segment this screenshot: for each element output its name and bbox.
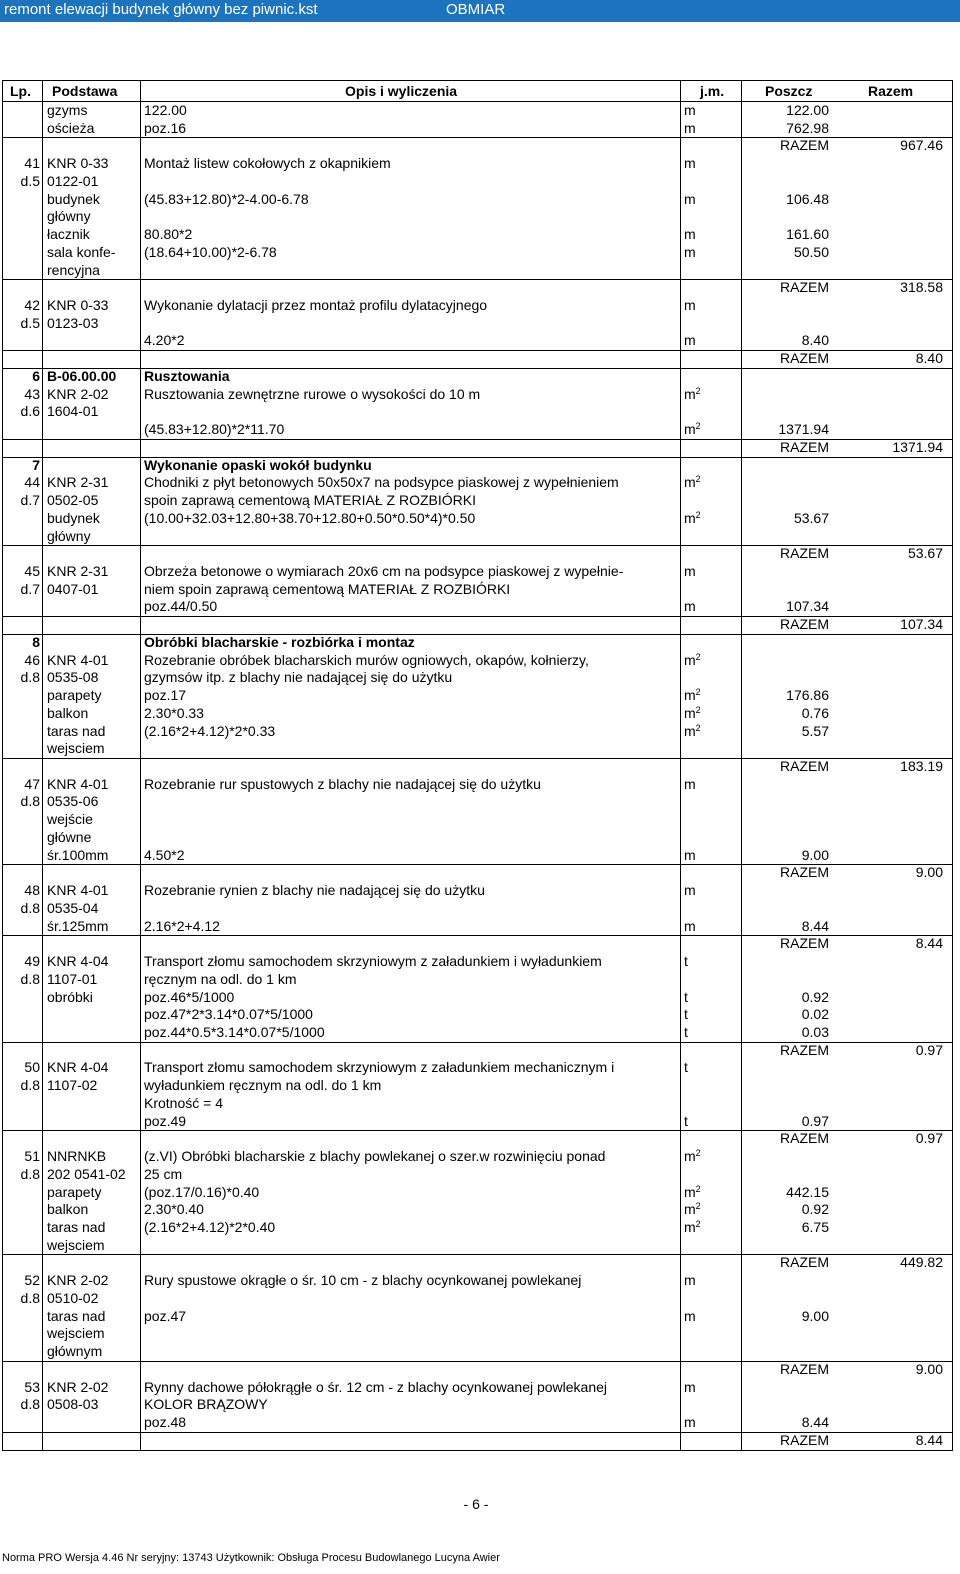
cell-jm: $m^2$	[684, 1219, 701, 1235]
cell-pod: ościeża	[47, 120, 95, 136]
cell-poszcz: 8.44	[801, 918, 829, 934]
cell-pod: 0122-01	[47, 173, 99, 189]
cell-pod: parapety	[47, 687, 102, 703]
cell-jm: m	[684, 297, 696, 313]
cell-razem: 1371.94	[892, 439, 943, 455]
cell-pod: wejsciem	[47, 1237, 105, 1253]
cell-poszcz: RAZEM	[780, 137, 829, 153]
cell-poszcz: RAZEM	[780, 1130, 829, 1146]
cell-pod: KNR 2-02	[47, 1379, 109, 1395]
cell-jm: $m^2$	[684, 723, 701, 739]
cell-opis: 2.16*2+4.12	[144, 918, 220, 934]
cell-pod: KNR 2-02	[47, 1272, 109, 1288]
cell-opis: poz.49	[144, 1113, 187, 1129]
cell-pod: głównym	[47, 1343, 103, 1359]
cell-pod: balkon	[47, 1201, 89, 1217]
cell-opis: 4.20*2	[144, 332, 185, 348]
cell-pod: rencyjna	[47, 262, 100, 278]
cell-lp: d.8	[20, 669, 40, 685]
cell-poszcz: RAZEM	[780, 350, 829, 366]
cell-razem: 318.58	[900, 279, 943, 295]
cell-poszcz: 0.92	[801, 1201, 829, 1217]
cell-jm: $m^2$	[684, 705, 701, 721]
cell-opis: wyładunkiem ręcznym na odl. do 1 km	[144, 1077, 382, 1093]
cell-opis: Chodniki z płyt betonowych 50x50x7 na podsypce piaskowej z wypełnieniem	[144, 474, 619, 490]
cell-lp: d.5	[20, 173, 40, 189]
cell-opis: 80.80*2	[144, 226, 193, 242]
cell-jm: m	[684, 191, 696, 207]
cell-poszcz: RAZEM	[780, 1254, 829, 1270]
cell-pod: parapety	[47, 1184, 102, 1200]
cell-opis: Rozebranie obróbek blacharskich murów ogniowych, okapów, kołnierzy,	[144, 652, 589, 668]
cell-opis: (poz.17/0.16)*0.40	[144, 1184, 260, 1200]
cell-opis: 2.30*0.33	[144, 705, 204, 721]
cell-opis: poz.47*2*3.14*0.07*5/1000	[144, 1006, 313, 1022]
cell-jm: $m^2$	[684, 652, 701, 668]
cell-pod: KNR 2-02	[47, 386, 109, 402]
cell-opis: Wykonanie opaski wokół budynku	[144, 457, 372, 473]
cell-lp: 47	[24, 776, 40, 792]
cell-jm: $m^2$	[684, 386, 701, 402]
cell-pod: główny	[47, 208, 91, 224]
cell-jm: t	[684, 1024, 688, 1040]
cell-pod: wejsciem	[47, 740, 105, 756]
cell-lp: 7	[32, 457, 40, 473]
cell-poszcz: 762.98	[786, 120, 829, 136]
table-top-border	[2, 80, 952, 81]
program-footer: Norma PRO Wersja 4.46 Nr seryjny: 13743 Użytkownik: Obsługa Procesu Budowlanego Lucyna Awier	[2, 1552, 500, 1564]
cell-poszcz: RAZEM	[780, 1361, 829, 1377]
cell-opis: Obrzeża betonowe o wymiarach 20x6 cm na podsypce piaskowej z wypełnie-	[144, 563, 624, 579]
cell-jm: m	[684, 847, 696, 863]
cell-lp: 41	[24, 155, 40, 171]
cell-pod: 0535-08	[47, 669, 99, 685]
cell-pod: 0407-01	[47, 581, 99, 597]
cell-pod: KNR 4-04	[47, 1059, 109, 1075]
cell-opis: Wykonanie dylatacji przez montaż profilu dylatacyjnego	[144, 297, 488, 313]
cell-poszcz: RAZEM	[780, 545, 829, 561]
cell-pod: KNR 2-31	[47, 474, 109, 490]
cell-lp: d.7	[20, 581, 40, 597]
cell-lp: d.8	[20, 1396, 40, 1412]
cell-jm: $m^2$	[684, 421, 701, 437]
cell-razem: 53.67	[907, 545, 943, 561]
cell-poszcz: 1371.94	[778, 421, 829, 437]
cell-jm: m	[684, 102, 696, 118]
cell-pod: śr.125mm	[47, 918, 109, 934]
cell-opis: (10.00+32.03+12.80+38.70+12.80+0.50*0.50*4)*0.50	[144, 510, 476, 526]
cell-lp: d.7	[20, 492, 40, 508]
cell-jm: t	[684, 1006, 688, 1022]
cell-pod: NNRNKB	[47, 1148, 107, 1164]
cell-poszcz: 50.50	[793, 244, 829, 260]
cell-jm: m	[684, 563, 696, 579]
cell-pod: 0535-04	[47, 900, 99, 916]
cell-jm: m	[684, 1414, 696, 1430]
cell-pod: KNR 4-01	[47, 652, 109, 668]
cell-lp: d.8	[20, 793, 40, 809]
cell-opis: 25 cm	[144, 1166, 183, 1182]
column-divider	[42, 80, 43, 1451]
column-header-razem: Razem	[868, 83, 914, 99]
cell-pod: KNR 0-33	[47, 297, 109, 313]
cell-jm: t	[684, 953, 688, 969]
cell-razem: 967.46	[900, 137, 943, 153]
cell-poszcz: 9.00	[801, 1308, 829, 1324]
cell-opis: Rury spustowe okrągłe o śr. 10 cm - z blachy ocynkowanej powlekanej	[144, 1272, 582, 1288]
cell-pod: taras nad	[47, 1308, 106, 1324]
cell-poszcz: 122.00	[786, 102, 829, 118]
cell-pod: wejście	[47, 811, 93, 827]
cell-lp: 42	[24, 297, 40, 313]
cell-opis: poz.44*0.5*3.14*0.07*5/1000	[144, 1024, 325, 1040]
cell-poszcz: 5.57	[801, 723, 829, 739]
cell-jm: $m^2$	[684, 1148, 701, 1164]
cell-poszcz: 106.48	[786, 191, 829, 207]
cell-pod: 1107-02	[47, 1077, 98, 1093]
cell-pod: 0123-03	[47, 315, 99, 331]
cell-pod: 0535-06	[47, 793, 99, 809]
cell-opis: Krotność = 4	[144, 1095, 223, 1111]
cell-pod: KNR 4-01	[47, 882, 109, 898]
cell-poszcz: 442.15	[786, 1184, 829, 1200]
cell-jm: m	[684, 1379, 696, 1395]
cell-razem: 183.19	[900, 758, 943, 774]
cell-pod: 1604-01	[47, 403, 99, 419]
cell-jm: t	[684, 1113, 688, 1129]
cell-opis: 4.50*2	[144, 847, 185, 863]
cell-pod: 0508-03	[47, 1396, 99, 1412]
cell-jm: m	[684, 1308, 696, 1324]
column-divider	[952, 80, 953, 1451]
cell-lp: 44	[24, 474, 40, 490]
cell-pod: 0510-02	[47, 1290, 99, 1306]
cell-razem: 8.44	[915, 1432, 943, 1448]
cell-opis: Montaż listew cokołowych z okapnikiem	[144, 155, 391, 171]
cell-opis: 2.30*0.40	[144, 1201, 204, 1217]
cell-poszcz: 161.60	[786, 226, 829, 242]
cell-lp: 51	[24, 1148, 40, 1164]
cell-poszcz: RAZEM	[780, 439, 829, 455]
cell-razem: 9.00	[915, 864, 943, 880]
cell-poszcz: RAZEM	[780, 616, 829, 632]
cell-opis: (2.16*2+4.12)*2*0.40	[144, 1219, 276, 1235]
cell-poszcz: RAZEM	[780, 758, 829, 774]
cell-jm: m	[684, 1272, 696, 1288]
cell-poszcz: 107.34	[786, 598, 829, 614]
cell-razem: 8.40	[915, 350, 943, 366]
cell-pod: taras nad	[47, 1219, 106, 1235]
section-name: OBMIAR	[446, 1, 506, 18]
cell-opis: Transport złomu samochodem skrzyniowym z załadunkiem i wyładunkiem	[144, 953, 602, 969]
cell-jm: m	[684, 332, 696, 348]
cell-poszcz: 0.97	[801, 1113, 829, 1129]
cell-lp: 8	[32, 634, 40, 650]
cell-jm: $m^2$	[684, 687, 701, 703]
cell-poszcz: RAZEM	[780, 1432, 829, 1448]
cell-jm: t	[684, 989, 688, 1005]
cell-razem: 9.00	[915, 1361, 943, 1377]
cell-opis: (z.VI) Obróbki blacharskie z blachy powlekanej o szer.w rozwinięciu ponad	[144, 1148, 606, 1164]
cell-opis: (18.64+10.00)*2-6.78	[144, 244, 277, 260]
cell-opis: (45.83+12.80)*2*11.70	[144, 421, 285, 437]
cell-jm: m	[684, 120, 696, 136]
cell-poszcz: 176.86	[786, 687, 829, 703]
cell-jm: m	[684, 226, 696, 242]
cell-poszcz: 6.75	[801, 1219, 829, 1235]
cell-poszcz: RAZEM	[780, 1042, 829, 1058]
cell-opis: Transport złomu samochodem skrzyniowym z załadunkiem mechanicznym i	[144, 1059, 615, 1075]
cell-pod: wejsciem	[47, 1325, 105, 1341]
cell-opis: Rynny dachowe półokrągłe o śr. 12 cm - z blachy ocynkowanej powlekanej	[144, 1379, 608, 1395]
cell-poszcz: 0.76	[801, 705, 829, 721]
table-bottom-border	[2, 1450, 952, 1451]
cell-lp: d.8	[20, 971, 40, 987]
cell-jm: m	[684, 882, 696, 898]
cell-pod: B-06.00.00	[47, 368, 117, 384]
column-header-poszcz: Poszcz	[765, 83, 813, 99]
cell-opis: (45.83+12.80)*2-4.00-6.78	[144, 191, 309, 207]
cell-opis: Rozebranie rur spustowych z blachy nie nadającej się do użytku	[144, 776, 541, 792]
cell-jm: m	[684, 776, 696, 792]
column-divider	[2, 80, 3, 1451]
cell-opis: (2.16*2+4.12)*2*0.33	[144, 723, 276, 739]
cell-lp: d.8	[20, 1290, 40, 1306]
cell-jm: m	[684, 155, 696, 171]
page-number: - 6 -	[463, 1496, 489, 1512]
cell-lp: d.6	[20, 403, 40, 419]
cell-opis: poz.46*5/1000	[144, 989, 235, 1005]
cell-razem: 0.97	[915, 1130, 943, 1146]
cell-jm: m	[684, 598, 696, 614]
cell-pod: KNR 0-33	[47, 155, 109, 171]
cell-opis: Rusztowania zewnętrzne rurowe o wysokości do 10 m	[144, 386, 481, 402]
cell-pod: balkon	[47, 705, 89, 721]
cell-opis: Rozebranie rynien z blachy nie nadającej się do użytku	[144, 882, 485, 898]
cell-lp: 52	[24, 1272, 40, 1288]
cell-lp: d.5	[20, 315, 40, 331]
column-header-jm: j.m.	[700, 83, 725, 99]
cell-pod: 1107-01	[47, 971, 98, 987]
title-bar	[0, 0, 960, 22]
cell-pod: taras nad	[47, 723, 106, 739]
cell-pod: KNR 4-01	[47, 776, 109, 792]
cell-poszcz: 8.40	[801, 332, 829, 348]
column-header-lp: Lp.	[10, 83, 31, 99]
cell-opis: poz.17	[144, 687, 187, 703]
cell-pod: główne	[47, 829, 92, 845]
cell-lp: 53	[24, 1379, 40, 1395]
cell-poszcz: 0.02	[801, 1006, 829, 1022]
cell-lp: 43	[24, 386, 40, 402]
cell-poszcz: 8.44	[801, 1414, 829, 1430]
cell-jm: t	[684, 1059, 688, 1075]
cell-pod: budynek	[47, 191, 100, 207]
cell-jm: $m^2$	[684, 474, 701, 490]
cell-opis: niem spoin zaprawą cementową MATERIAŁ Z ROZBIÓRKI	[144, 581, 511, 597]
cell-opis: gzymsów itp. z blachy nie nadającej się do użytku	[144, 669, 453, 685]
cell-lp: 46	[24, 652, 40, 668]
cell-jm: $m^2$	[684, 510, 701, 526]
cell-opis: ręcznym na odl. do 1 km	[144, 971, 297, 987]
cell-lp: 49	[24, 953, 40, 969]
cell-poszcz: 0.92	[801, 989, 829, 1005]
cell-opis: poz.47	[144, 1308, 187, 1324]
cell-opis: 122.00	[144, 102, 187, 118]
cell-opis: spoin zaprawą cementową MATERIAŁ Z ROZBIÓRKI	[144, 492, 476, 508]
cell-poszcz: RAZEM	[780, 864, 829, 880]
cell-pod: KNR 4-04	[47, 953, 109, 969]
cell-poszcz: RAZEM	[780, 935, 829, 951]
cell-pod: główny	[47, 528, 91, 544]
cell-poszcz: 0.03	[801, 1024, 829, 1040]
cell-opis: poz.16	[144, 120, 187, 136]
cell-lp: d.8	[20, 1166, 40, 1182]
cell-lp: 6	[32, 368, 40, 384]
cell-razem: 107.34	[900, 616, 943, 632]
column-header-podstawa: Podstawa	[52, 83, 118, 99]
cell-poszcz: 53.67	[793, 510, 829, 526]
cell-pod: 0502-05	[47, 492, 99, 508]
cell-opis: Obróbki blacharskie - rozbiórka i montaz	[144, 634, 415, 650]
document-filename: remont elewacji budynek główny bez piwnic.kst	[4, 1, 318, 18]
cell-pod: 202 0541-02	[47, 1166, 126, 1182]
cell-pod: KNR 2-31	[47, 563, 109, 579]
cell-opis: poz.48	[144, 1414, 187, 1430]
column-divider	[680, 80, 681, 1451]
cell-poszcz: 9.00	[801, 847, 829, 863]
cell-jm: m	[684, 918, 696, 934]
cell-opis: poz.44/0.50	[144, 598, 218, 614]
cell-opis: Rusztowania	[144, 368, 230, 384]
cell-jm: $m^2$	[684, 1184, 701, 1200]
cell-razem: 0.97	[915, 1042, 943, 1058]
cell-poszcz: RAZEM	[780, 279, 829, 295]
cell-pod: gzyms	[47, 102, 88, 118]
cell-pod: sala konfe-	[47, 244, 116, 260]
cell-pod: budynek	[47, 510, 100, 526]
cell-razem: 449.82	[900, 1254, 943, 1270]
cell-lp: d.8	[20, 1077, 40, 1093]
cell-pod: łacznik	[47, 226, 90, 242]
cell-opis: KOLOR BRĄZOWY	[144, 1396, 268, 1412]
column-header-opis: Opis i wyliczenia	[345, 83, 458, 99]
cell-jm: $m^2$	[684, 1201, 701, 1217]
cell-lp: d.8	[20, 900, 40, 916]
cell-jm: m	[684, 244, 696, 260]
cell-pod: obróbki	[47, 989, 93, 1005]
cell-pod: śr.100mm	[47, 847, 109, 863]
cell-lp: 45	[24, 563, 40, 579]
cell-lp: 50	[24, 1059, 40, 1075]
cell-razem: 8.44	[915, 935, 943, 951]
cell-lp: 48	[24, 882, 40, 898]
